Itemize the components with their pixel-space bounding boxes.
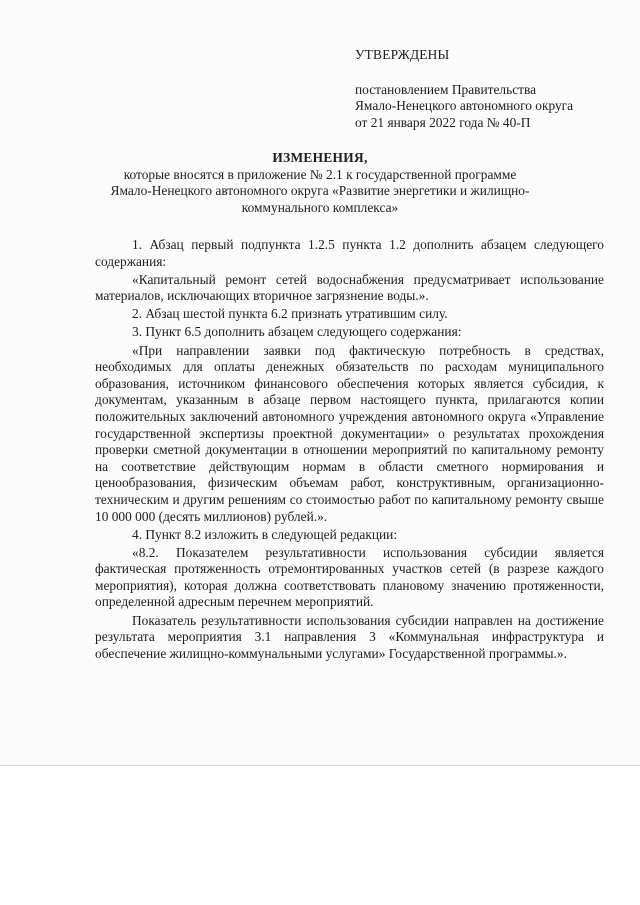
paragraph-6: 4. Пункт 8.2 изложить в следующей редакции: bbox=[132, 526, 398, 542]
blank-area-below-page bbox=[0, 767, 640, 905]
document-title: ИЗМЕНЕНИЯ, bbox=[272, 150, 368, 165]
paragraph-7-quote: «8.2. Показателем результативности использования субсидии является фактическая протяженность отремонтированных участков сетей (в разрезе каждого мероприятия), которая должна соответствовать плановому значению протяженности, определенной адресным перечнем мероприятий. bbox=[95, 544, 604, 610]
paragraph-4: 3. Пункт 6.5 дополнить абзацем следующего содержания: bbox=[132, 324, 462, 340]
paragraph-3: 2. Абзац шестой пункта 6.2 признать утратившим силу. bbox=[132, 306, 448, 322]
paragraph-8: Показатель результативности использования субсидии направлен на достижение результата мероприятия 3.1 направления 3 «Коммунальная инфраструктура и обеспечение жилищно-коммунальными услугами» Государственной программы.». bbox=[95, 612, 604, 661]
document-title-block bbox=[100, 150, 540, 216]
document-subtitle-line-1: которые вносятся в приложение № 2.1 к государственной программе bbox=[123, 166, 517, 182]
paragraph-1: 1. Абзац первый подпункта 1.2.5 пункта 1.2 дополнить абзацем следующего содержания: bbox=[95, 237, 604, 269]
document-subtitle-line-3: коммунального комплекса» bbox=[241, 199, 399, 215]
document-subtitle-line-2: Ямало-Ненецкого автономного округа «Развитие энергетики и жилищно- bbox=[110, 183, 530, 199]
document-body bbox=[95, 237, 604, 664]
approval-heading: УТВЕРЖДЕНЫ bbox=[355, 47, 450, 62]
approval-line-2: Ямало-Ненецкого автономного округа bbox=[355, 98, 574, 114]
paragraph-5-quote: «При направлении заявки под фактическую потребность в средствах, необходимых для оплаты денежных обязательств по расходам муниципального образования, источником финансового обеспечения которых является субсидия, к документам, указанным в абзаце первом настоящего пункта, прилагаются копии положительных заключений автономного учреждения автономного округа «Управление государственной экспертизы проектной документации» о результатах прохождения проверки сметной документации в отношении мероприятий по капитальному ремонту на соответствие действующим нормам в области сметного нормирования и ценообразования, физическим объемам работ, конструктивным, организационно-техническим и другим решениям со стоимостью работ по капитальному ремонту свыше 10 000 000 (десять миллионов) рублей.». bbox=[95, 342, 604, 524]
approval-stamp-block bbox=[355, 47, 615, 131]
paragraph-2-quote: «Капитальный ремонт сетей водоснабжения предусматривает использование материалов, исключающих вторичное загрязнение воды.». bbox=[95, 271, 604, 304]
approval-line-1: постановлением Правительства bbox=[355, 81, 537, 97]
approval-line-3: от 21 января 2022 года № 40-П bbox=[355, 114, 531, 130]
